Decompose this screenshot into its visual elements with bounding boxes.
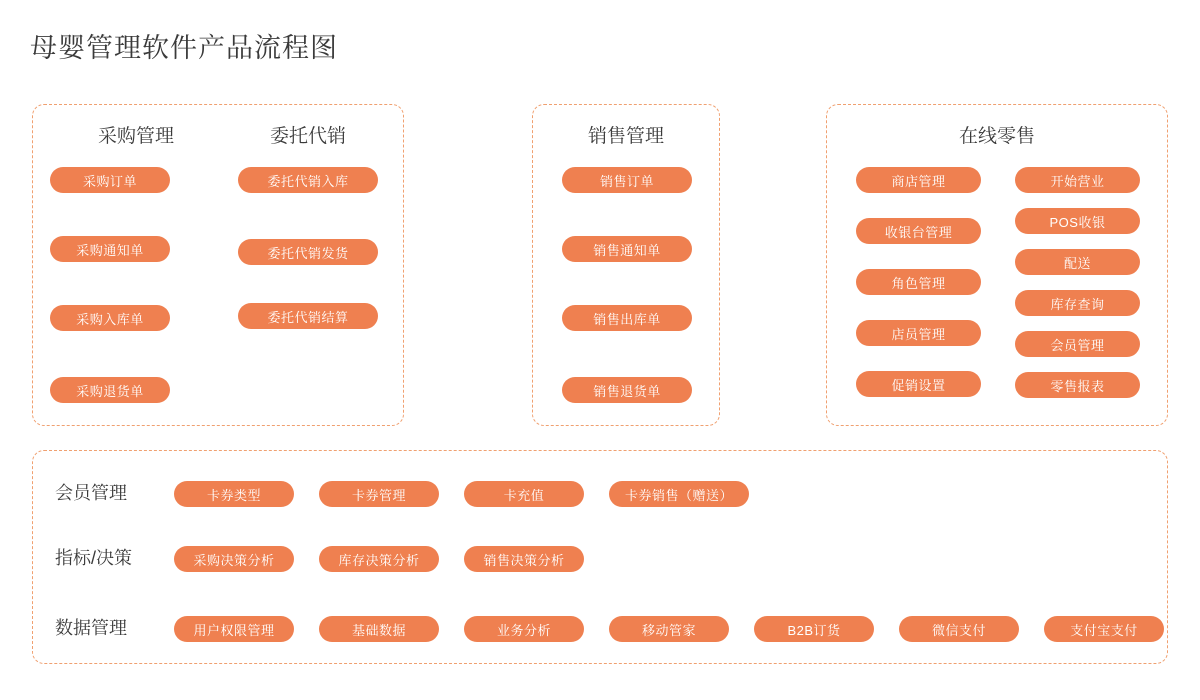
- pill-member-management-retail[interactable]: 会员管理: [1015, 331, 1140, 357]
- pill-inventory-query[interactable]: 库存查询: [1015, 290, 1140, 316]
- pill-purchase-inbound[interactable]: 采购入库单: [50, 305, 170, 331]
- panel-title-purchase: 采购管理: [97, 126, 174, 147]
- pill-card-management[interactable]: 卡券管理: [319, 481, 439, 507]
- pill-purchase-decision-analysis[interactable]: 采购决策分析: [174, 546, 294, 572]
- pill-user-permission-management[interactable]: 用户权限管理: [174, 616, 294, 642]
- pill-purchase-return[interactable]: 采购退货单: [50, 377, 170, 403]
- page-title: 母婴管理软件产品流程图: [30, 33, 338, 63]
- panel-online-retail: [826, 104, 1168, 426]
- row-label-member-management: 会员管理: [55, 483, 127, 503]
- panel-support-functions: [32, 450, 1168, 664]
- pill-alipay[interactable]: 支付宝支付: [1044, 616, 1164, 642]
- pill-card-type[interactable]: 卡券类型: [174, 481, 294, 507]
- pill-sales-outbound[interactable]: 销售出库单: [562, 305, 692, 331]
- pill-retail-report[interactable]: 零售报表: [1015, 372, 1140, 398]
- row-label-metrics-decision: 指标/决策: [55, 548, 133, 568]
- pill-purchase-notice[interactable]: 采购通知单: [50, 236, 170, 262]
- pill-store-management[interactable]: 商店管理: [856, 167, 981, 193]
- panel-title-retail: 在线零售: [958, 126, 1035, 147]
- panel-purchase-management: [32, 104, 404, 426]
- pill-sales-order[interactable]: 销售订单: [562, 167, 692, 193]
- pill-pos-checkout[interactable]: POS收银: [1015, 208, 1140, 234]
- pill-b2b-ordering[interactable]: B2B订货: [754, 616, 874, 642]
- pill-card-recharge[interactable]: 卡充值: [464, 481, 584, 507]
- pill-role-management[interactable]: 角色管理: [856, 269, 981, 295]
- panel-title-sales: 销售管理: [587, 126, 664, 147]
- pill-start-business[interactable]: 开始营业: [1015, 167, 1140, 193]
- pill-business-analysis[interactable]: 业务分析: [464, 616, 584, 642]
- panel-title-consignment: 委托代销: [269, 126, 346, 147]
- pill-basic-data[interactable]: 基础数据: [319, 616, 439, 642]
- pill-consignment-inbound[interactable]: 委托代销入库: [238, 167, 378, 193]
- pill-promotion-settings[interactable]: 促销设置: [856, 371, 981, 397]
- pill-sales-return[interactable]: 销售退货单: [562, 377, 692, 403]
- pill-consignment-shipment[interactable]: 委托代销发货: [238, 239, 378, 265]
- pill-sales-decision-analysis[interactable]: 销售决策分析: [464, 546, 584, 572]
- panel-sales-management: [532, 104, 720, 426]
- pill-cashier-management[interactable]: 收银台管理: [856, 218, 981, 244]
- pill-sales-notice[interactable]: 销售通知单: [562, 236, 692, 262]
- pill-clerk-management[interactable]: 店员管理: [856, 320, 981, 346]
- pill-card-sale-gift[interactable]: 卡券销售（赠送）: [609, 481, 749, 507]
- pill-inventory-decision-analysis[interactable]: 库存决策分析: [319, 546, 439, 572]
- pill-consignment-settlement[interactable]: 委托代销结算: [238, 303, 378, 329]
- row-label-data-management: 数据管理: [55, 618, 127, 638]
- pill-wechat-pay[interactable]: 微信支付: [899, 616, 1019, 642]
- pill-purchase-order[interactable]: 采购订单: [50, 167, 170, 193]
- pill-mobile-butler[interactable]: 移动管家: [609, 616, 729, 642]
- pill-delivery[interactable]: 配送: [1015, 249, 1140, 275]
